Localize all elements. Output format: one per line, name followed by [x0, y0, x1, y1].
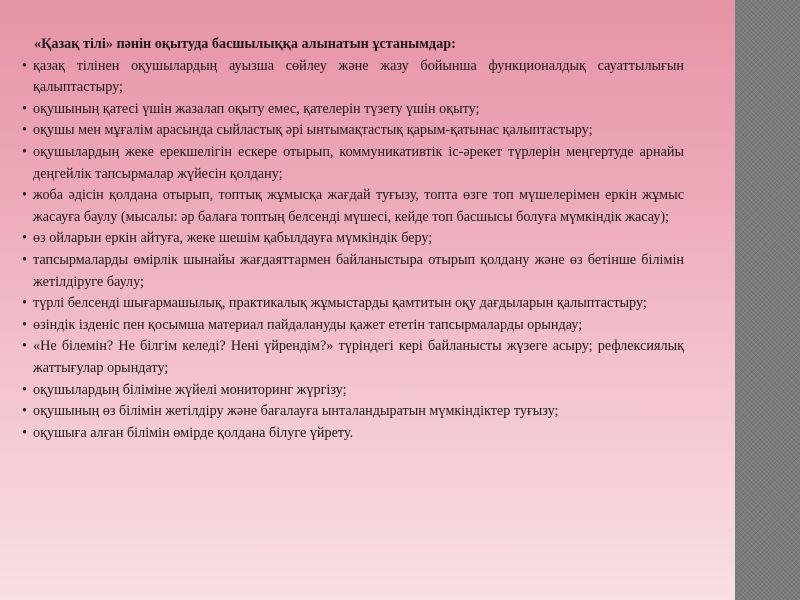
list-item: [22, 228, 684, 250]
principles-list: [22, 56, 684, 445]
bullet-icon: •: [22, 251, 27, 268]
list-item-text: оқушының өз білімін жетілдіру және бағалауға ынталандыратын мүмкіндіктер туғызу;: [33, 403, 559, 420]
list-item: [22, 315, 684, 337]
bullet-icon: •: [22, 381, 27, 398]
bullet-icon: •: [22, 57, 27, 74]
bullet-icon: •: [22, 403, 27, 420]
list-item: [22, 56, 684, 99]
side-texture-strip: [735, 0, 800, 600]
list-item: [22, 99, 684, 121]
list-item: [22, 120, 684, 142]
list-item-text: оқушылардың біліміне жүйелі мониторинг жүргізу;: [33, 381, 347, 398]
list-item-text: оқушылардың жеке ерекшелігін ескере отырып, коммуникативтік іс-әрекет түрлерін меңгертуде арнайы деңгейлік тапсырмалар жүйесін қолдану;: [33, 143, 684, 182]
bullet-icon: •: [22, 122, 27, 139]
slide-heading: «Қазақ тілі» пәнін оқытуда басшылыққа алынатын ұстанымдар:: [34, 36, 456, 52]
list-item: [22, 185, 684, 228]
list-item-text: оқушының қатесі үшін жазалап оқыту емес, қателерін түзету үшін оқыту;: [33, 100, 480, 117]
list-item-text: «Не білемін? Не білгім келеді? Нені үйрендім?» түріндегі кері байланысты жүзеге асыру; рефлексиялық жаттығулар орындату;: [33, 338, 684, 376]
list-item-text: оқушы мен мұғалім арасында сыйластық әрі ынтымақтастық қарым-қатынас қалыптастыру;: [33, 122, 593, 139]
bullet-icon: •: [22, 100, 27, 117]
list-item: [22, 423, 684, 445]
list-item-text: қазақ тілінен оқушылардың ауызша сөйлеу және жазу бойынша функционалдық сауаттылығын қалыптастыру;: [33, 57, 684, 96]
list-item-text: өз ойларын еркін айтуға, жеке шешім қабылдауға мүмкіндік беру;: [33, 230, 433, 247]
bullet-icon: •: [22, 424, 27, 441]
list-item: [22, 142, 684, 185]
list-item: [22, 293, 684, 315]
list-item-text: түрлі белсенді шығармашылық, практикалық жұмыстарды қамтитын оқу дағдыларын қалыптастыру;: [33, 295, 647, 312]
bullet-icon: •: [22, 338, 27, 355]
list-item: [22, 401, 684, 423]
bullet-icon: •: [22, 187, 27, 204]
slide-content: [22, 34, 684, 444]
list-item: [22, 380, 684, 402]
bullet-icon: •: [22, 143, 27, 160]
list-item-text: өзіндік ізденіс пен қосымша материал пайдалануды қажет ететін тапсырмаларды орындау;: [33, 316, 583, 333]
list-item-text: тапсырмаларды өмірлік шынайы жағдаяттармен байланыстыра отырып қолдану және өз бетінше білімін жетілдіруге баулу;: [33, 251, 684, 290]
list-item-text: оқушыға алған білімін өмірде қолдана білуге үйрету.: [33, 424, 354, 441]
list-item: [22, 250, 684, 293]
bullet-icon: •: [22, 316, 27, 333]
list-item: [22, 336, 684, 379]
bullet-icon: •: [22, 295, 27, 312]
bullet-icon: •: [22, 230, 27, 247]
list-item-text: жоба әдісін қолдана отырып, топтық жұмысқа жағдай туғызу, топта өзге топ мүшелерімен еркін жұмыс жасауға баулу (мысалы: әр балаға топтың белсенді мүшесі, кейде топ басшысы болуға мүмкіндік жасау);: [33, 187, 684, 225]
